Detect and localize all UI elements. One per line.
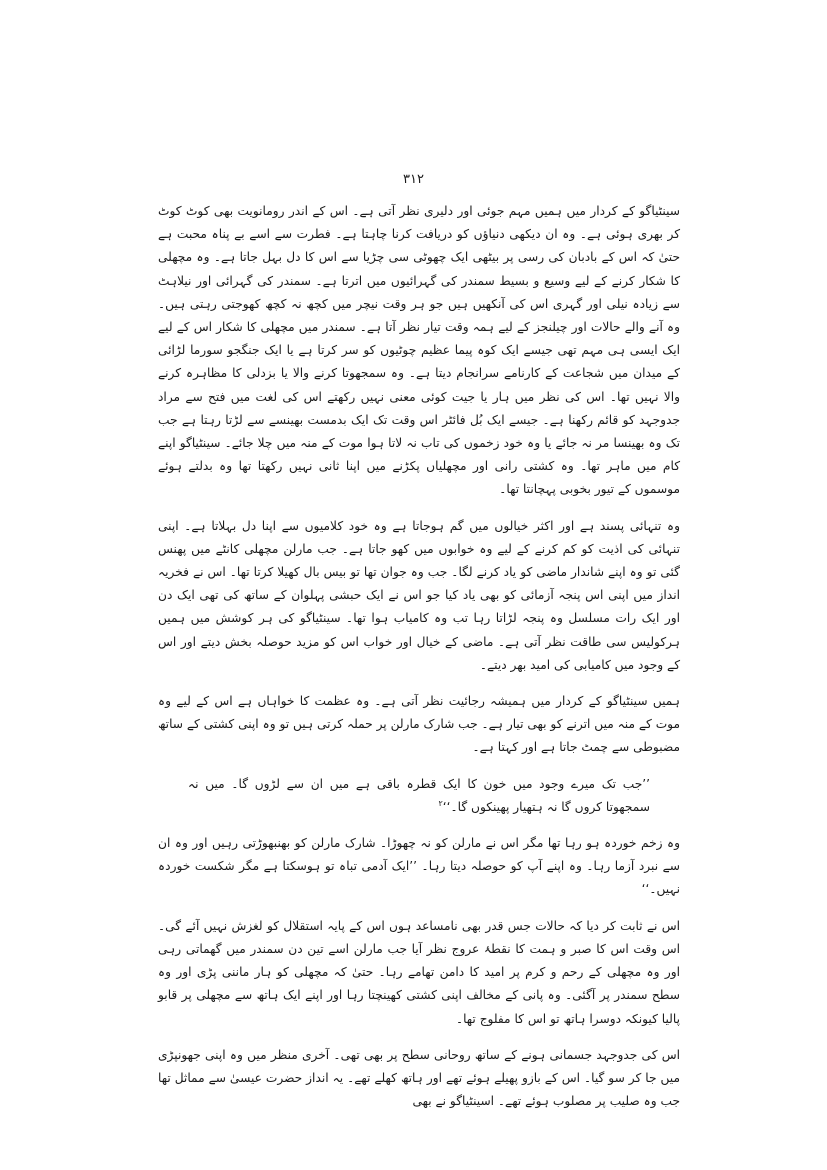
block-quote: [188, 773, 650, 819]
page-number: ۳۱۲: [403, 172, 424, 187]
paragraph: سینٹیاگو کے کردار میں ہمیں مہم جوئی اور دلیری نظر آتی ہے۔ اس کے اندر رومانویت بھی کوٹ کوٹ کر بھری ہوئی ہے۔ وہ ان دیکھی دنیاؤں کو دریافت کرنا چاہتا ہے۔ فطرت سے اسے بے پناہ محبت ہے حتیٰ کہ اس کے بادبان کی رسی پر بیٹھی ایک چھوٹی سی چڑیا سے اس کا دل بہل جاتا ہے۔ وہ مچھلی کا شکار کرنے کے لیے وسیع و بسیط سمندر کی گہرائیوں میں اترتا ہے۔ سمندر کی گہرائی اور نیلاہٹ سے زیادہ نیلی اور گہری اس کی آنکھیں ہیں جو ہر وقت نیچر میں کچھ نہ کچھ کھوجتی رہتی ہیں۔ وہ آنے والے حالات اور چیلنجز کے لیے ہمہ وقت تیار نظر آتا ہے۔ سمندر میں مچھلی کا شکار اس کے لیے ایک ایسی ہی مہم تھی جیسے ایک کوہ پیما عظیم چوٹیوں کو سر کرتا ہے یا ایک جنگجو سورما لڑائی کے میدان میں شجاعت کے کارنامے سرانجام دیتا ہے۔ وہ سمجھوتا کرنے والا یا بزدلی کا مظاہرہ کرنے والا نہیں تھا۔ اس کی نظر میں ہار یا جیت کوئی معنی نہیں رکھتے اس کی لغت میں فتح سے مراد جدوجہد کو قائم رکھنا ہے۔ جیسے ایک بُل فائٹر اس وقت تک ایک بدمست بھینسے سے لڑتا رہتا ہے جب تک وہ بھینسا مر نہ جائے یا وہ خود زخموں کی تاب نہ لاتا ہوا موت کے منہ میں چلا جائے۔ سینٹیاگو اپنے کام میں ماہر تھا۔ وہ کشتی رانی اور مچھلیاں پکڑنے میں اپنا ثانی نہیں رکھتا تھا وہ بدلتے ہوئے موسموں کے تیور بخوبی پہچانتا تھا۔: [158, 204, 680, 497]
quote-text: ’’جب تک میرے وجود میں خون کا ایک قطرہ باقی ہے میں ان سے لڑوں گا۔ میں نہ سمجھوتا کروں گا نہ ہتھیار پھینکوں گا۔‘‘: [188, 776, 650, 814]
paragraph: اس نے ثابت کر دیا کہ حالات جس قدر بھی نامساعد ہوں اس کے پایہ استقلال کو لغزش نہیں آئے گی۔ اس وقت اس کا صبر و ہمت کا نقطۂ عروج نظر آیا جب مارلن اسے تین دن سمندر میں گھماتی رہی اور وہ مچھلی کے رحم و کرم پر امید کا دامن تھامے رہا۔ حتیٰ کہ مچھلی کو ہار ماننی پڑی اور وہ سطح سمندر پر آگئی۔ وہ پانی کے مخالف اپنی کشتی کھینچتا رہا اور اپنے ایک ہاتھ سے مچھلی پر قابو پالیا کیونکہ دوسرا ہاتھ تو اس کا مفلوج تھا۔: [158, 918, 680, 1026]
page-body: [158, 200, 680, 1126]
paragraph: ہمیں سینٹیاگو کے کردار میں ہمیشہ رجائیت نظر آتی ہے۔ وہ عظمت کا خواہاں ہے اس کے لیے وہ موت کے منہ میں اترنے کو بھی تیار ہے۔ جب شارک مارلن پر حملہ کرتی ہیں تو وہ اپنی کشتی کے ساتھ مضبوطی سے چمٹ جاتا ہے اور کہتا ہے۔: [157, 694, 680, 755]
paragraph: اس کی جدوجہد جسمانی ہونے کے ساتھ روحانی سطح پر بھی تھی۔ آخری منظر میں وہ اپنی جھونپڑی میں جا کر سو گیا۔ اس کے بازو پھیلے ہوئے تھے اور ہاتھ کھلے تھے۔ یہ انداز حضرت عیسیٰ سے مماثل تھا جب وہ صلیب پر مصلوب ہوئے تھے۔ اسینٹیاگو نے بھی: [158, 1047, 680, 1109]
paragraph: وہ زخم خوردہ ہو رہا تھا مگر اس نے مارلن کو نہ چھوڑا۔ شارک مارلن کو بھنبھوڑتی رہیں اور وہ ان سے نبرد آزما رہا۔ وہ اپنے آپ کو حوصلہ دیتا رہا۔ ’’ایک آدمی تباہ تو ہوسکتا ہے مگر شکست خوردہ نہیں۔‘‘: [158, 836, 680, 897]
footnote-reference: ۲: [438, 798, 443, 808]
paragraph: وہ تنہائی پسند ہے اور اکثر خیالوں میں گم ہوجاتا ہے وہ خود کلامیوں سے اپنا دل بہلاتا ہے۔ اپنی تنہائی کی اذیت کو کم کرنے کے لیے وہ خوابوں میں کھو جاتا ہے۔ جب مارلن مچھلی کانٹے میں پھنس گئی تو وہ اپنے شاندار ماضی کو یاد کرنے لگا۔ جب وہ جوان تھا تو بیس بال کھیلا کرتا تھا۔ اس نے فخریہ انداز میں اپنی اس پنجہ آزمائی کو بھی یاد کیا جو اس نے ایک حبشی پہلوان کے ساتھ کی تھی ایک دن اور ایک رات مسلسل وہ پنجہ لڑاتا رہا تب وہ کامیاب ہوا تھا۔ سینٹیاگو کی ہر کوشش میں ہمیں ہرکولیس سی طاقت نظر آتی ہے۔ ماضی کے خیال اور خواب اس کو مزید حوصلہ بخش دیتے اور اس کے وجود میں کامیابی کی امید بھر دیتے۔: [158, 518, 680, 672]
